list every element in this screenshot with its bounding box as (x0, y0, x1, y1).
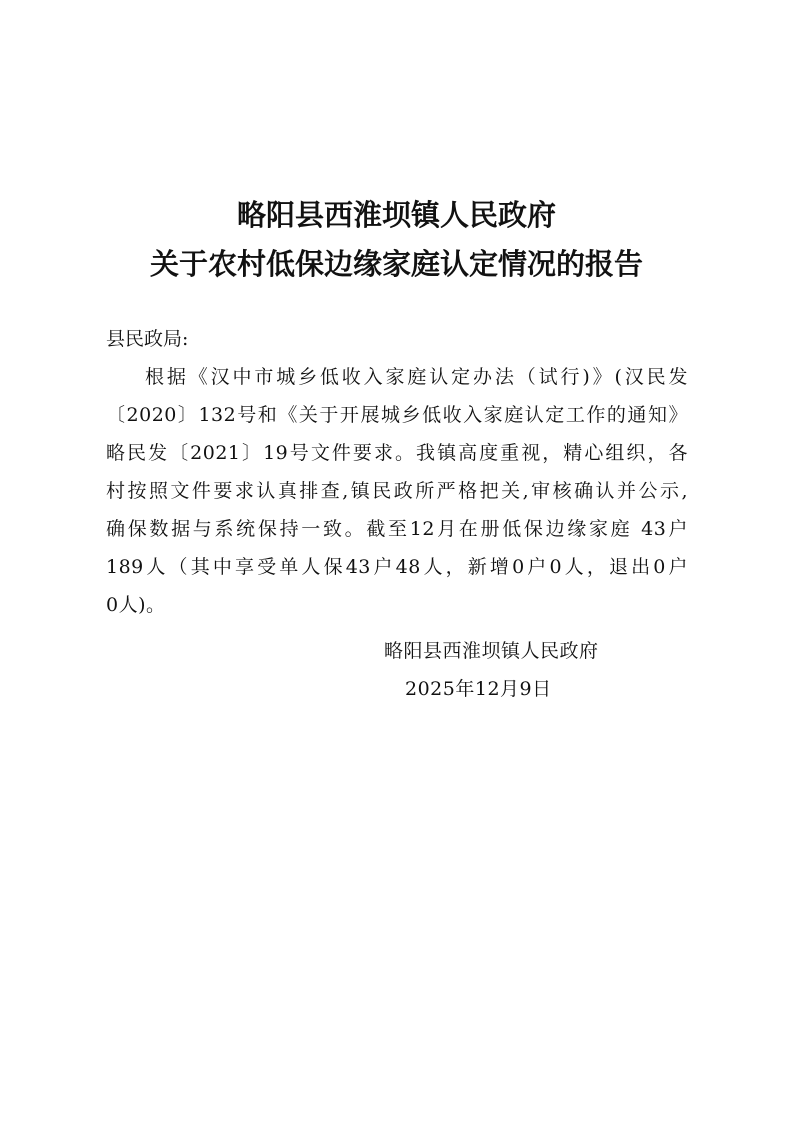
body-line: 村按照文件要求认真排查,镇民政所严格把关,审核确认并公示, (106, 480, 688, 502)
body-line: 〔2020〕132号和《关于开展城乡低收入家庭认定工作的通知》 (106, 404, 688, 426)
signature-organization: 略阳县西淮坝镇人民政府 (384, 640, 599, 662)
body-line: 略民发〔2021〕19号文件要求。我镇高度重视，精心组织，各 (106, 442, 688, 464)
body-line: 189人（其中享受单人保43户48人，新增0户0人，退出0户 (106, 556, 688, 578)
document-title-line-1: 略阳县西淮坝镇人民政府 (236, 198, 556, 232)
salutation: 县民政局: (106, 328, 189, 350)
body-line: 确保数据与系统保持一致。截至12月在册低保边缘家庭 43户 (106, 518, 688, 540)
signature-date: 2025年12月9日 (405, 678, 552, 700)
body-line: 0人)。 (106, 594, 166, 616)
body-line: 根据《汉中市城乡低收入家庭认定办法（试行)》(汉民发 (145, 366, 688, 388)
document-title-line-2: 关于农村低保边缘家庭认定情况的报告 (149, 247, 643, 281)
